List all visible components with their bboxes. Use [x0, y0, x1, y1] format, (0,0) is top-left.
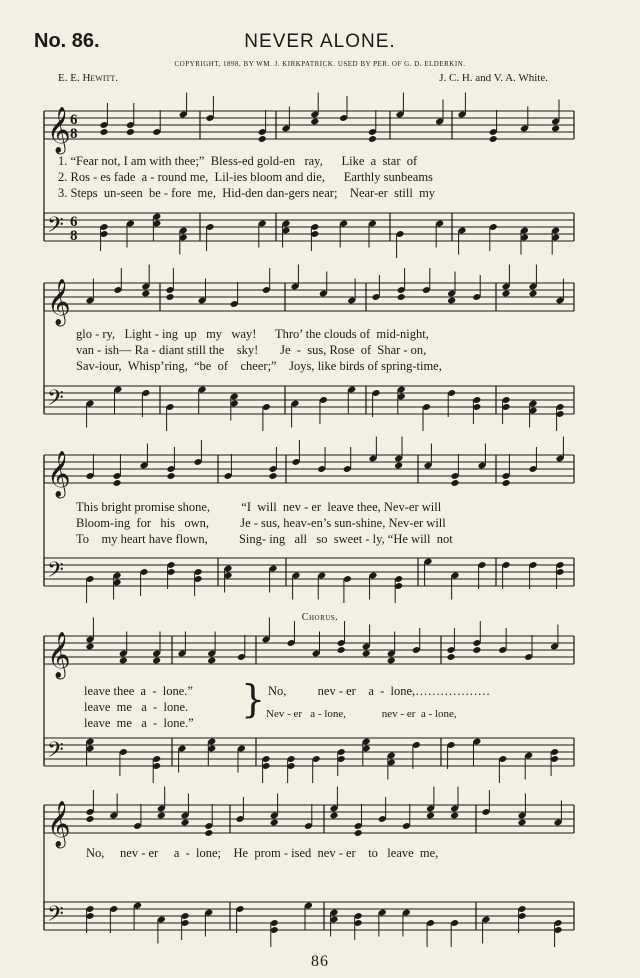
lyricist: E. E. Hewitt.	[58, 72, 119, 84]
lyric-chorus-line2: No, nev - er a - lone; He prom - ised nev - er to leave me,	[86, 846, 439, 860]
lyric-verse2-line2: van - ish— Ra - diant still the sky! Je - sus, Rose of Shar - on,	[76, 343, 427, 357]
lyric-verse1-line4: leave thee a - lone.”	[84, 684, 193, 698]
lyric-verse1-line2: glo - ry, Light - ing up my way! Thro’ the clouds of mid-night,	[76, 327, 429, 341]
lyric-verse2-line4: leave me a - lone.	[84, 700, 189, 714]
lyric-verse2-line1: 2. Ros - es fade a - round me, Lil-ies bloom and die, Earthly sunbeams	[58, 170, 433, 184]
hymn-title: NEVER ALONE.	[244, 31, 396, 52]
svg-text:𝄞: 𝄞	[47, 451, 71, 497]
page-number: 86	[311, 953, 329, 970]
svg-text:𝄢: 𝄢	[47, 386, 64, 416]
chorus-lyric-top: No, nev - er a - lone,………………	[268, 684, 491, 698]
svg-text:8: 8	[70, 126, 78, 142]
svg-text:𝄞: 𝄞	[47, 279, 71, 325]
lyric-verse1-line3: This bright promise shone, “I will nev - er leave thee, Nev-er will	[76, 500, 442, 514]
svg-text:6: 6	[70, 214, 78, 230]
composer: J. C. H. and V. A. White.	[439, 72, 548, 84]
svg-text:𝄞: 𝄞	[47, 632, 71, 678]
svg-text:𝄢: 𝄢	[47, 738, 64, 768]
chorus-lyric-bottom: Nev - er a - lone, nev - er a - lone,	[266, 708, 457, 720]
verse-brace: }	[241, 677, 266, 721]
svg-text:6: 6	[70, 112, 78, 128]
copyright-line: COPYRIGHT, 1898, BY WM. J. KIRKPATRICK. USED BY PER. OF G. D. ELDERKIN.	[174, 60, 466, 68]
lyric-verse3-line2: Sav-iour, Whisp’ring, “be of cheer;” Joys, like birds of spring-time,	[76, 359, 442, 373]
lyric-verse1-line1: 1. “Fear not, I am with thee;” Bless-ed gold-en ray, Like a star of	[58, 154, 418, 168]
svg-text:𝄞: 𝄞	[47, 801, 71, 847]
svg-text:8: 8	[70, 228, 78, 244]
svg-text:𝄢: 𝄢	[47, 558, 64, 588]
lyric-verse3-line1: 3. Steps un-seen be - fore me, Hid-den dan-gers near; Near-er still my	[58, 186, 436, 200]
svg-text:𝄢: 𝄢	[47, 213, 64, 243]
lyric-verse3-line3: To my heart have flown, Sing- ing all so sweet - ly, “He will not	[76, 532, 453, 546]
lyric-verse2-line3: Bloom-ing for his own, Je - sus, heav-en’s sun-shine, Nev-er will	[76, 516, 446, 530]
lyric-verse3-line4: leave me a - lone.”	[84, 716, 194, 730]
svg-text:𝄢: 𝄢	[47, 902, 64, 932]
hymn-number: No. 86.	[34, 30, 100, 52]
svg-text:𝄞: 𝄞	[47, 107, 71, 153]
chorus-label: Chorus.	[301, 612, 339, 623]
